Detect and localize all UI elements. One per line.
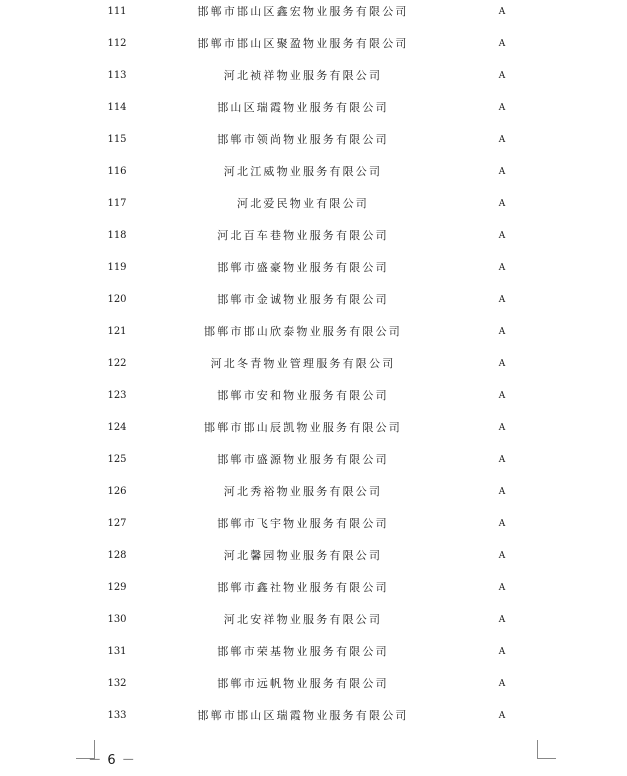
company-name: 邯郸市邯山区聚盈物业服务有限公司: [197, 37, 409, 50]
company-name: 邯郸市荣基物业服务有限公司: [217, 645, 389, 658]
company-name: 河北百车巷物业服务有限公司: [217, 229, 389, 242]
row-number: 120: [107, 294, 127, 305]
row-number: 112: [107, 38, 127, 49]
table-row: [0, 352, 627, 384]
row-number: 123: [107, 390, 127, 401]
rating-grade: A: [498, 263, 506, 273]
rating-grade: A: [498, 359, 506, 369]
rating-grade: A: [498, 391, 506, 401]
table-row: [0, 704, 627, 736]
company-name: 邯山区瑞霞物业服务有限公司: [217, 101, 389, 114]
table-row: [0, 576, 627, 608]
company-name: 河北江威物业服务有限公司: [223, 165, 383, 178]
rating-grade: A: [498, 103, 506, 113]
rating-grade: A: [498, 71, 506, 81]
rating-grade: A: [498, 615, 506, 625]
table-row: [0, 32, 627, 64]
table-row: [0, 640, 627, 672]
company-name: 邯郸市邯山辰凯物业服务有限公司: [204, 421, 402, 434]
table-row: [0, 448, 627, 480]
table-row: [0, 672, 627, 704]
company-name: 邯郸市鑫社物业服务有限公司: [217, 581, 389, 594]
company-name: 邯郸市领尚物业服务有限公司: [217, 133, 389, 146]
row-number: 113: [107, 70, 127, 81]
rating-grade: A: [498, 7, 506, 17]
company-name: 河北秀裕物业服务有限公司: [223, 485, 383, 498]
rating-grade: A: [498, 551, 506, 561]
table-row: [0, 608, 627, 640]
row-number: 124: [107, 422, 127, 433]
rating-grade: A: [498, 135, 506, 145]
rating-grade: A: [498, 167, 506, 177]
table-row: [0, 320, 627, 352]
rating-grade: A: [498, 199, 506, 209]
row-number: 114: [107, 102, 127, 113]
rating-grade: A: [498, 295, 506, 305]
row-number: 128: [107, 550, 127, 561]
row-number: 117: [107, 198, 127, 209]
row-number: 116: [107, 166, 127, 177]
table-row: [0, 512, 627, 544]
table-row: [0, 160, 627, 192]
row-number: 130: [107, 614, 127, 625]
company-name: 邯郸市远帆物业服务有限公司: [217, 677, 389, 690]
row-number: 131: [107, 646, 127, 657]
table-row: [0, 480, 627, 512]
rating-grade: A: [498, 583, 506, 593]
row-number: 111: [107, 6, 127, 17]
row-number: 132: [107, 678, 127, 689]
row-number: 122: [107, 358, 127, 369]
company-name: 河北祯祥物业服务有限公司: [223, 69, 383, 82]
table-row: [0, 288, 627, 320]
row-number: 126: [107, 486, 127, 497]
company-name: 邯郸市邯山区鑫宏物业服务有限公司: [197, 5, 409, 18]
company-name: 河北安祥物业服务有限公司: [223, 613, 383, 626]
rating-grade: A: [498, 327, 506, 337]
table-row: [0, 544, 627, 576]
company-name: 河北冬青物业管理服务有限公司: [210, 357, 396, 370]
company-name: 邯郸市邯山欣泰物业服务有限公司: [204, 325, 402, 338]
rating-grade: A: [498, 519, 506, 529]
rating-grade: A: [498, 679, 506, 689]
table-row: [0, 96, 627, 128]
rating-grade: A: [498, 711, 506, 721]
row-number: 118: [107, 230, 127, 241]
rating-grade: A: [498, 455, 506, 465]
rating-grade: A: [498, 423, 506, 433]
table-row: [0, 192, 627, 224]
rating-grade: A: [498, 231, 506, 241]
company-name: 邯郸市盛源物业服务有限公司: [217, 453, 389, 466]
row-number: 129: [107, 582, 127, 593]
company-name: 邯郸市盛豪物业服务有限公司: [217, 261, 389, 274]
row-number: 119: [107, 262, 127, 273]
table-row: [0, 128, 627, 160]
table-row: [0, 384, 627, 416]
page-corner-mark-right: [537, 740, 556, 759]
company-name: 河北馨园物业服务有限公司: [223, 549, 383, 562]
table-row: [0, 0, 627, 32]
company-name: 邯郸市安和物业服务有限公司: [217, 389, 389, 402]
row-number: 121: [107, 326, 127, 337]
table-row: [0, 256, 627, 288]
row-number: 133: [107, 710, 127, 721]
rating-grade: A: [498, 487, 506, 497]
row-number: 115: [107, 134, 127, 145]
company-name: 邯郸市金诚物业服务有限公司: [217, 293, 389, 306]
table-row: [0, 64, 627, 96]
company-name: 邯郸市飞宇物业服务有限公司: [217, 517, 389, 530]
table-row: [0, 416, 627, 448]
rating-grade: A: [498, 647, 506, 657]
company-name: 河北爱民物业有限公司: [237, 197, 369, 210]
table-row: [0, 224, 627, 256]
rating-grade: A: [498, 39, 506, 49]
company-name: 邯郸市邯山区瑞霞物业服务有限公司: [197, 709, 409, 722]
page-number: － 6 －: [88, 753, 136, 768]
row-number: 127: [107, 518, 127, 529]
row-number: 125: [107, 454, 127, 465]
